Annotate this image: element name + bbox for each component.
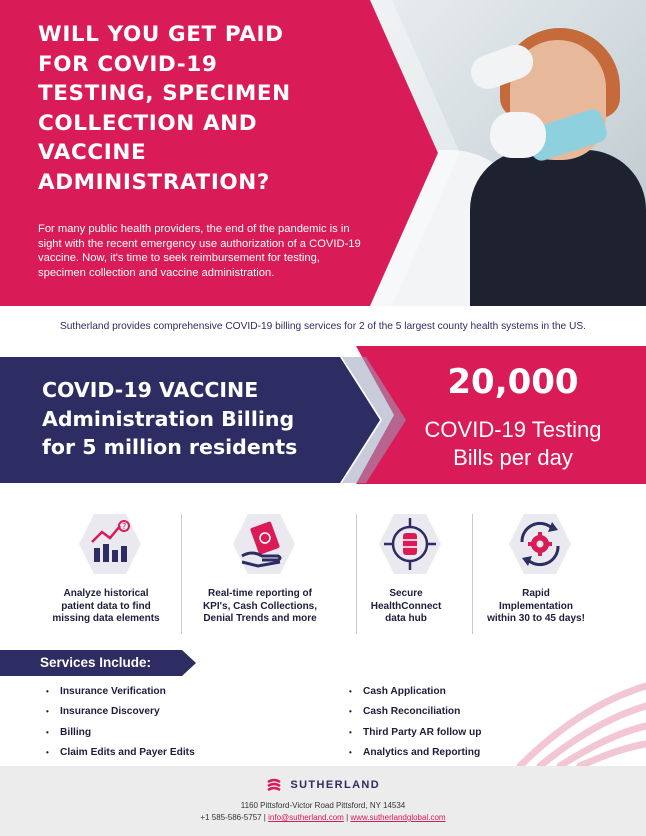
feature-rapid	[472, 506, 600, 636]
features-row	[0, 506, 646, 636]
footer-contact	[0, 813, 646, 822]
services-list-left	[46, 682, 195, 763]
services-title: Services Include:	[40, 655, 152, 670]
feature-analyze	[42, 506, 170, 636]
footer-separator: |	[346, 813, 349, 822]
testing-line-2: Bills per day	[453, 445, 573, 470]
service-item: • Cash Application	[349, 682, 481, 702]
email-link[interactable]: info@sutherland.com	[268, 813, 344, 822]
feature-datahub	[342, 506, 470, 636]
decorative-stripes	[500, 676, 646, 766]
tagline: Sutherland provides comprehensive COVID-19 billing services for 2 of the 5 largest county health systems in the US.	[59, 321, 587, 332]
vaccine-line-3: for 5 million residents	[42, 435, 298, 459]
chart-analysis-icon	[78, 512, 142, 576]
service-item: • Insurance Verification	[46, 682, 195, 702]
footer-phone: +1 585-586-5757 |	[200, 813, 266, 822]
service-item: • Analytics and Reporting	[349, 743, 481, 763]
testing-caption	[400, 416, 626, 472]
service-item: • Billing	[46, 723, 195, 743]
footer-address: 1160 Pittsford-Victor Road Pittsford, NY 14534	[240, 801, 406, 810]
service-item: • Claim Edits and Payer Edits	[46, 743, 195, 763]
service-item: • Cash Reconciliation	[349, 702, 481, 722]
feature-divider-1	[181, 514, 182, 634]
feature-reporting	[196, 506, 324, 636]
vaccine-billing-heading	[42, 376, 297, 462]
service-item: • Insurance Discovery	[46, 702, 195, 722]
feature-datahub-text: Secure HealthConnect data hub	[370, 588, 442, 624]
svg-text:?: ?	[122, 522, 127, 531]
gear-cycle-icon	[508, 512, 572, 576]
feature-reporting-text: Real-time reporting of KPI's, Cash Collections, Denial Trends and more	[202, 588, 318, 624]
website-link[interactable]: www.sutherlandglobal.com	[350, 813, 446, 822]
feature-rapid-text: Rapid Implementation within 30 to 45 days!	[487, 588, 585, 624]
services-list-right	[349, 682, 481, 763]
hero-intro: For many public health providers, the end of the pandemic is in sight with the recent emergency use authorization of a COVID-19 vaccine. Now, it's time to seek reimbursement for testing, specimen collection and vaccine administration.	[38, 223, 361, 279]
testing-line-1: COVID-19 Testing	[424, 417, 602, 442]
testing-number: 20,000	[447, 362, 579, 402]
vaccine-line-2: Administration Billing	[42, 406, 295, 431]
logo-text: SUTHERLAND	[290, 778, 381, 791]
hero-section	[0, 0, 646, 306]
service-item: • Third Party AR follow up	[349, 723, 481, 743]
vaccine-line-1: COVID-19 VACCINE	[42, 378, 259, 402]
data-hub-icon	[378, 512, 442, 576]
cash-hand-icon	[232, 512, 296, 576]
sutherland-logo-icon	[266, 777, 282, 793]
hero-title: WILL YOU GET PAID FOR COVID-19 TESTING, SPECIMEN COLLECTION AND VACCINE ADMINISTRATION?	[38, 22, 291, 195]
feature-analyze-text: Analyze historical patient data to find missing data elements	[52, 588, 160, 624]
sutherland-logo	[0, 776, 646, 796]
